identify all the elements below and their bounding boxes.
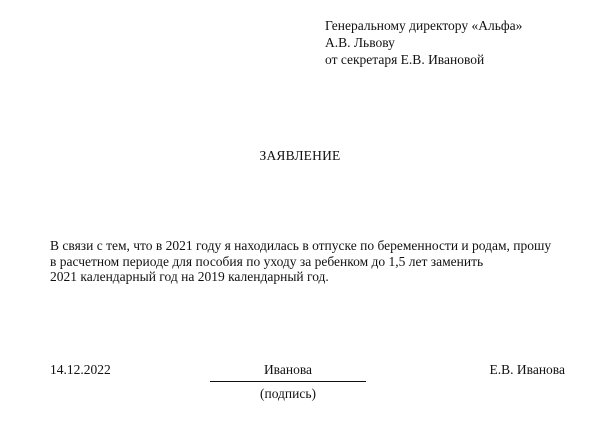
body-line-3: 2021 календарный год на 2019 календарный год. [50,269,329,284]
addressee-line-name: А.В. Львову [325,35,395,50]
application-date: 14.12.2022 [50,362,111,377]
signer-full-name: Е.В. Иванова [489,362,565,377]
addressee-line-director: Генеральному директору «Альфа» [325,18,523,33]
body-line-2: в расчетном периоде для пособия по уходу за ребенком до 1,5 лет заменить [50,253,484,269]
signature-name: Иванова [263,362,313,377]
signature-line [210,381,366,382]
application-body [50,238,551,285]
body-line-1: В связи с тем, что в 2021 году я находилась в отпуске по беременности и родам, прошу [50,238,552,253]
document-title: ЗАЯВЛЕНИЕ [259,148,341,163]
addressee-block [325,17,522,68]
signature-caption: (подпись) [259,386,317,401]
signature-block [210,362,366,402]
addressee-line-from: от секретаря Е.В. Ивановой [325,52,485,67]
